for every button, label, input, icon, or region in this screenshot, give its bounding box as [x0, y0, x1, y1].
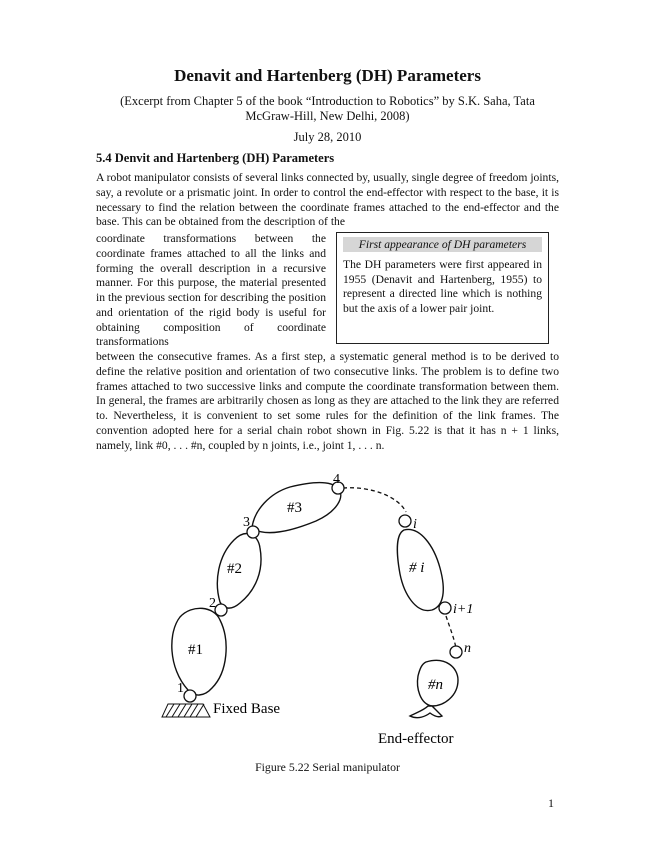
label-joint-2: 2	[209, 596, 216, 611]
label-joint-3: 3	[243, 515, 250, 530]
sidebox-title: First appearance of DH parameters	[343, 237, 542, 252]
sidebox-body: The DH parameters were first appeared in 1955 (Denavit and Hartenberg, 1955) to represent a directed line which is nothing but the axis of a lower pair joint.	[343, 258, 542, 315]
label-link-2: #2	[227, 561, 242, 577]
label-link-3: #3	[287, 500, 302, 516]
serial-manipulator-figure	[0, 470, 655, 760]
label-joint-1: 1	[177, 681, 184, 696]
paragraph-2: coordinate transformations between the coordinate frames attached to all the links and forming the overall description in a recursive manner. For this purpose, the material presented in the previous section for describing the position and orientation of the rigid body is useful for obtaining composition of coordinate transformations	[96, 232, 326, 349]
label-end-effector: End-effector	[378, 731, 454, 747]
dashed-connector-4-i	[343, 488, 406, 512]
label-link-i: # i	[409, 560, 425, 576]
label-link-n: #n	[428, 677, 443, 693]
paragraph-1: A robot manipulator consists of several links connected by, usually, single degree of freedom joints, say, a revolute or a prismatic joint. In order to control the end-effector with respect to the base, it is necessary to find the relation between the coordinate frames attached to the end-effector and the base. This can be obtained from the description of the	[96, 171, 559, 229]
fixed-base-hatch	[162, 704, 210, 717]
joint-2-circle	[215, 604, 227, 616]
label-joint-n: n	[464, 641, 471, 656]
joint-i1-circle	[439, 602, 451, 614]
figure-caption: Figure 5.22 Serial manipulator	[255, 760, 400, 774]
document-date: July 28, 2010	[293, 130, 362, 144]
sidebox	[336, 232, 549, 344]
label-joint-4: 4	[333, 472, 340, 487]
joint-1-circle	[184, 690, 196, 702]
section-heading: 5.4 Denvit and Hartenberg (DH) Parameters	[96, 151, 335, 165]
joint-i-circle	[399, 515, 411, 527]
label-link-1: #1	[188, 642, 203, 658]
dashed-connector-i1-n	[446, 616, 456, 648]
paragraph-3: between the consecutive frames. As a first step, a systematic general method is to be derived to define the relative position and orientation of two consecutive links. The problem is to define two frames attached to two successive links and compute the coordinate transformation between them. In general, the frames are arbitrarily chosen as long as they are attached to the link they are referred to. Nevertheless, it is convenient to set some rules for the definition of the link frames. The convention adopted here for a serial chain robot shown in Fig. 5.22 is that it has n + 1 links, namely, link #0, . . . #n, coupled by n joints, i.e., joint 1, . . . n.	[96, 350, 559, 452]
end-effector-gripper	[410, 706, 442, 718]
label-joint-i1: i+1	[453, 602, 474, 617]
page-number: 1	[548, 796, 554, 810]
document-subtitle: (Excerpt from Chapter 5 of the book “Introduction to Robotics” by S.K. Saha, Tata McGraw-Hill, New Delhi, 2008)	[120, 94, 535, 123]
document-title: Denavit and Hartenberg (DH) Parameters	[174, 66, 481, 85]
label-fixed-base: Fixed Base	[213, 701, 281, 717]
label-joint-i: i	[413, 517, 417, 532]
joint-n-circle	[450, 646, 462, 658]
